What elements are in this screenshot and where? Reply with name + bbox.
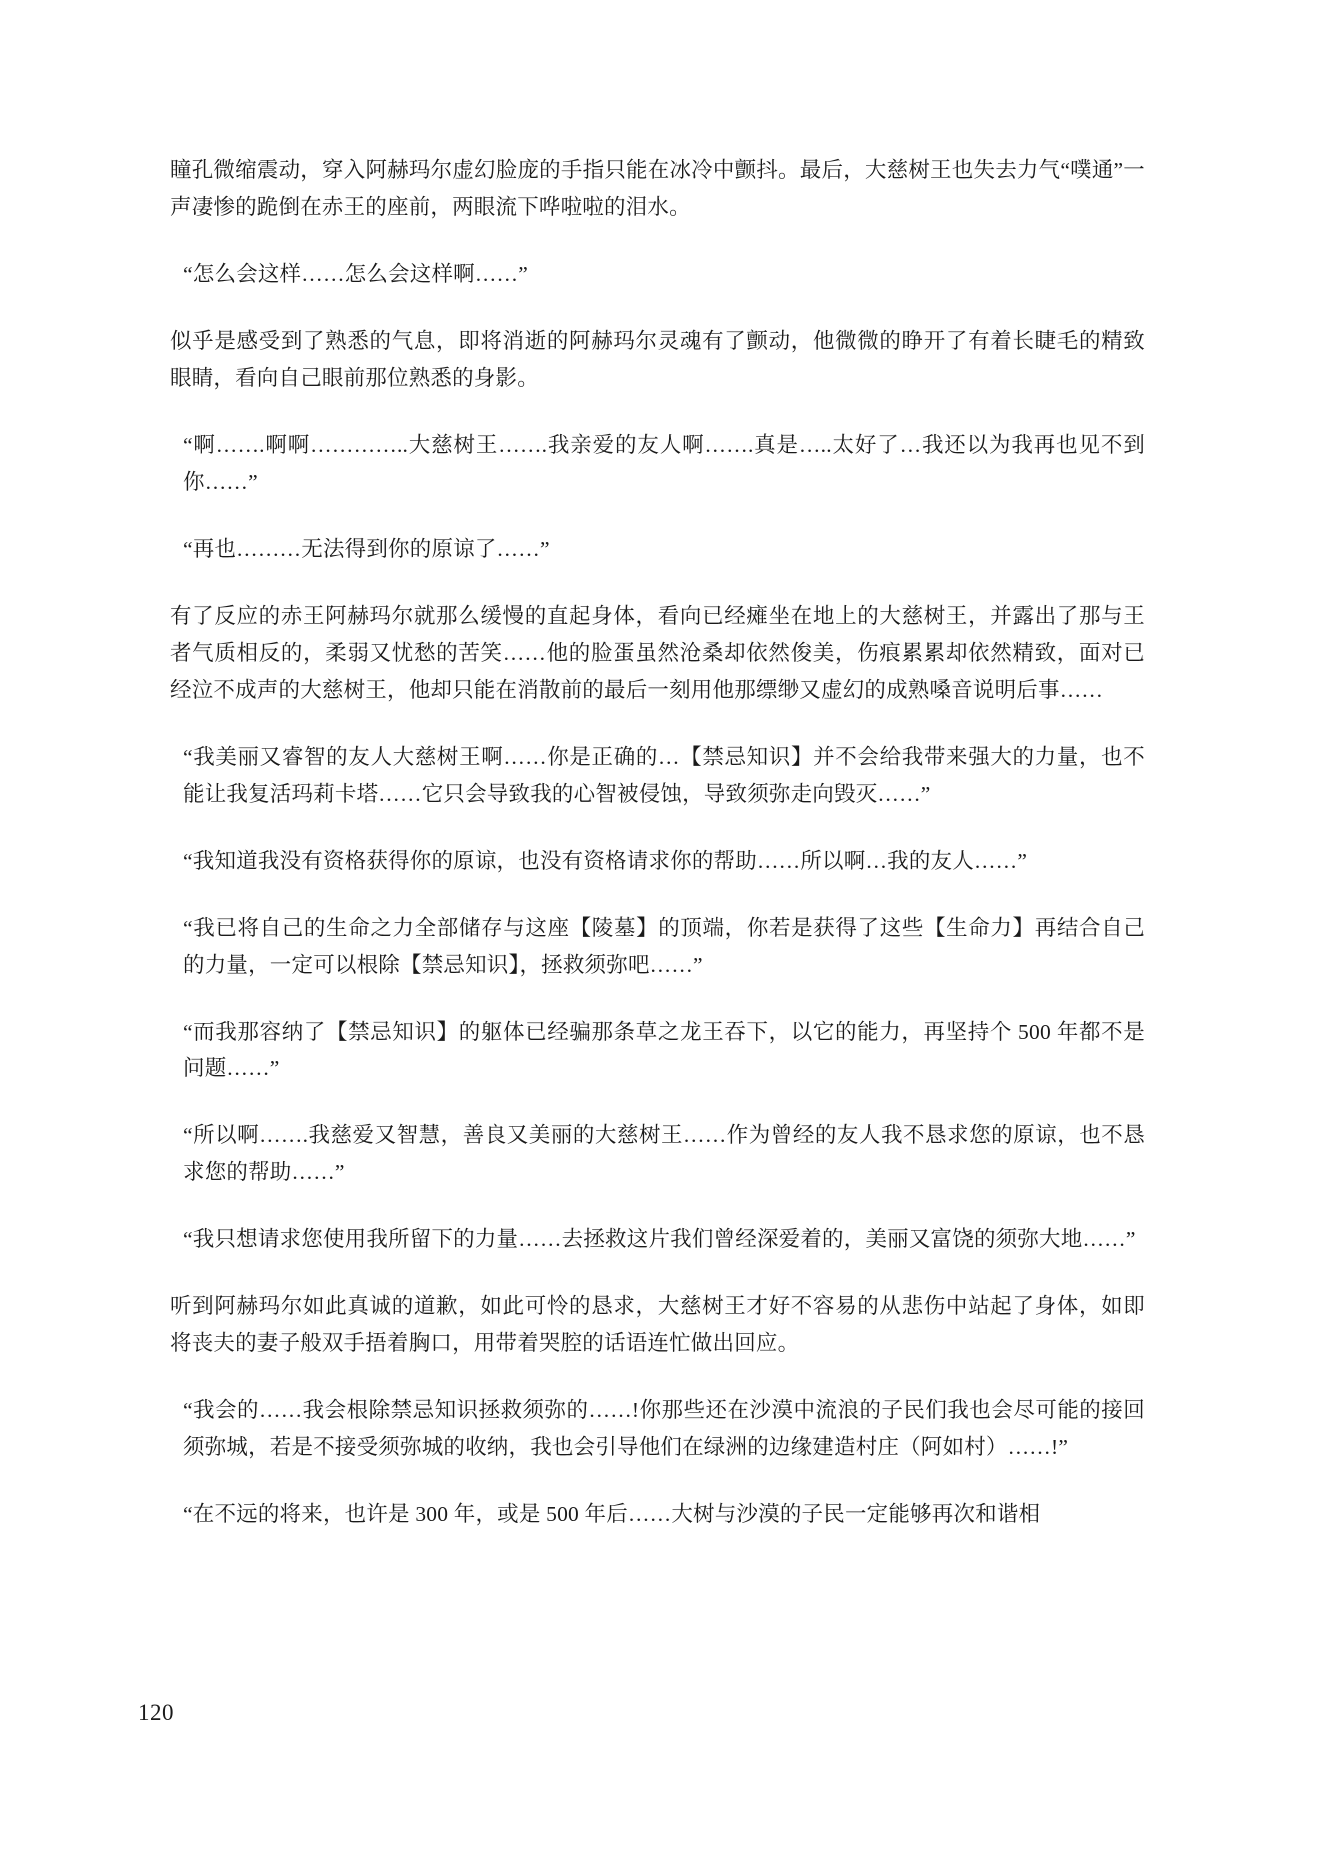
paragraph: 有了反应的赤王阿赫玛尔就那么缓慢的直起身体，看向已经瘫坐在地上的大慈树王，并露出了那与王者气质相反的，柔弱又忧愁的苦笑……他的脸蛋虽然沧桑却依然俊美，伤痕累累却依然精致，面对已经泣不成声的大慈树王，他却只能在消散前的最后一刻用他那缥缈又虚幻的成熟嗓音说明后事……	[170, 603, 1145, 702]
paragraph: “我美丽又睿智的友人大慈树王啊……你是正确的…【禁忌知识】并不会给我带来强大的力量，也不能让我复活玛莉卡塔……它只会导致我的心智被侵蚀，导致须弥走向毁灭……”	[183, 744, 1145, 806]
page-number: 120	[138, 1700, 174, 1725]
paragraph: “在不远的将来，也许是 300 年，或是 500 年后……大树与沙漠的子民一定能够再次和谐相	[183, 1502, 1041, 1527]
paragraph: “我会的……我会根除禁忌知识拯救须弥的……!你那些还在沙漠中流浪的子民们我也会尽可能的接回须弥城，若是不接受须弥城的收纳，我也会引导他们在绿洲的边缘建造村庄（阿如村）……!”	[183, 1398, 1145, 1460]
paragraph: “我只想请求您使用我所留下的力量……去拯救这片我们曾经深爱着的，美丽又富饶的须弥大地……”	[183, 1227, 1136, 1252]
paragraph: “我知道我没有资格获得你的原谅，也没有资格请求你的帮助……所以啊…我的友人……”	[183, 848, 1028, 873]
paragraph: 似乎是感受到了熟悉的气息，即将消逝的阿赫玛尔灵魂有了颤动，他微微的睁开了有着长睫毛的精致眼睛，看向自己眼前那位熟悉的身影。	[170, 328, 1145, 390]
paragraph: “啊…….啊啊…………..大慈树王…….我亲爱的友人啊…….真是…..太好了…我还以为我再也见不到你……”	[183, 432, 1145, 494]
paragraph: “所以啊…….我慈爱又智慧，善良又美丽的大慈树王……作为曾经的友人我不恳求您的原谅，也不恳求您的帮助……”	[183, 1123, 1145, 1185]
paragraph: 瞳孔微缩震动，穿入阿赫玛尔虚幻脸庞的手指只能在冰冷中颤抖。最后，大慈树王也失去力气“噗通”一声凄惨的跪倒在赤王的座前，两眼流下哗啦啦的泪水。	[170, 158, 1145, 219]
paragraph: “我已将自己的生命之力全部储存与这座【陵墓】的顶端，你若是获得了这些【生命力】再结合自己的力量，一定可以根除【禁忌知识】，拯救须弥吧……”	[183, 915, 1145, 977]
paragraph: “怎么会这样……怎么会这样啊……”	[183, 261, 528, 286]
paragraph: “再也………无法得到你的原谅了……”	[183, 536, 550, 561]
paragraph: 听到阿赫玛尔如此真诚的道歉，如此可怜的恳求，大慈树王才好不容易的从悲伤中站起了身体，如即将丧夫的妻子般双手捂着胸口，用带着哭腔的话语连忙做出回应。	[170, 1294, 1145, 1356]
paragraph: “而我那容纳了【禁忌知识】的躯体已经骗那条草之龙王吞下，以它的能力，再坚持个 500 年都不是问题……”	[183, 1019, 1145, 1081]
page-body	[170, 152, 1145, 1533]
